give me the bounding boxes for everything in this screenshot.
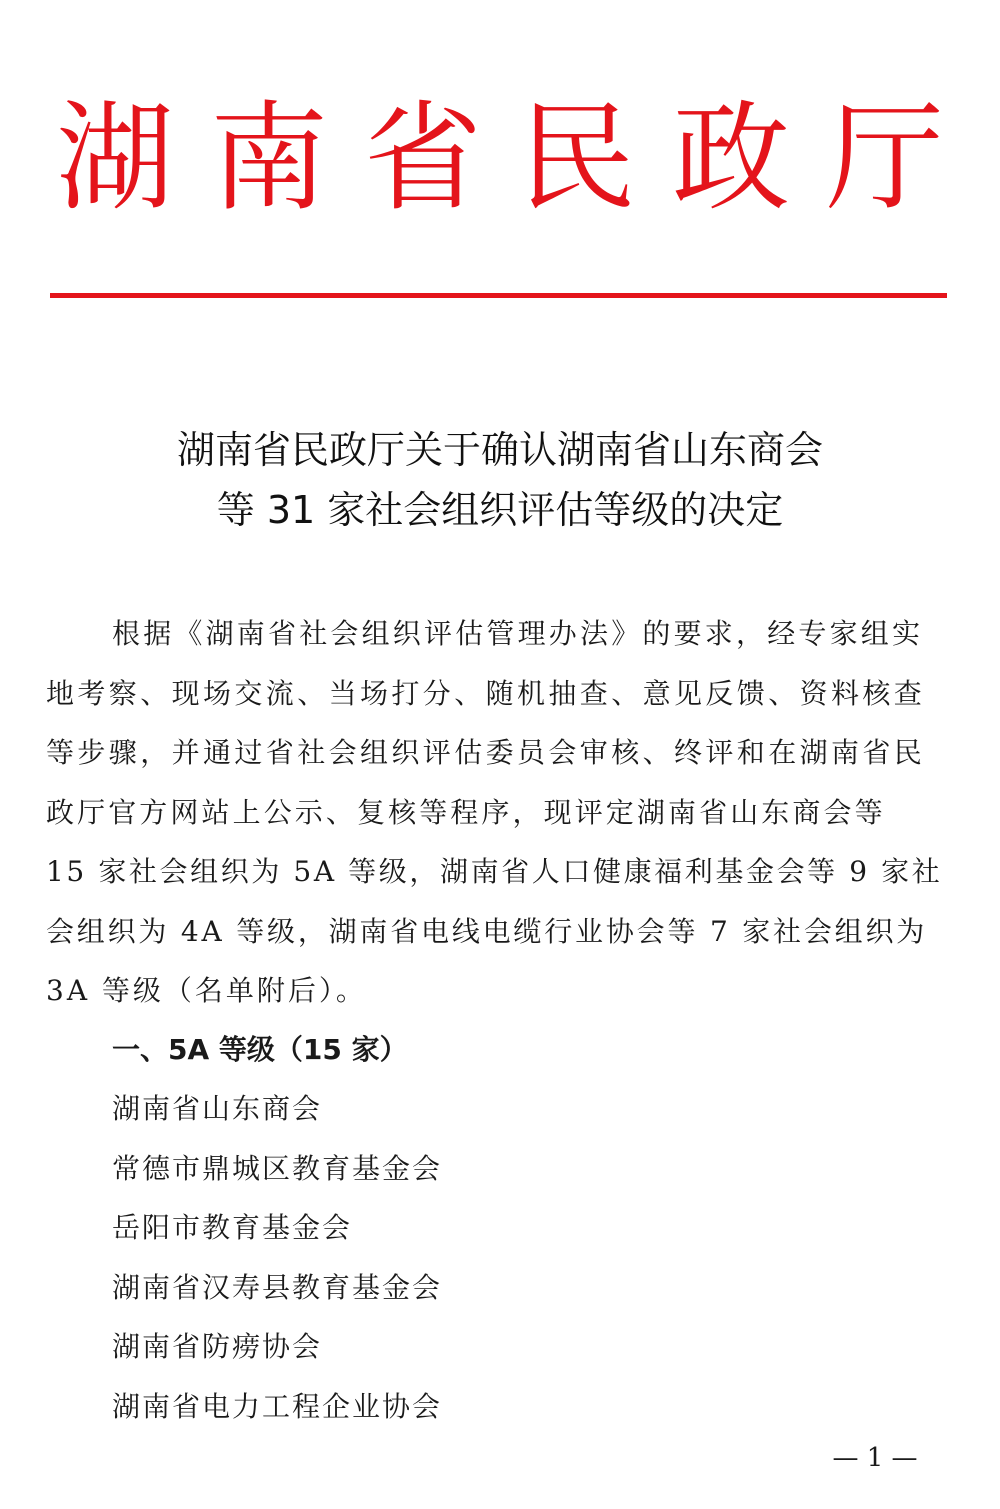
masthead-char: 政 — [671, 89, 790, 227]
document-title-line-1: 湖南省民政厅关于确认湖南省山东商会 — [176, 428, 823, 472]
masthead-char: 南 — [209, 89, 328, 227]
list-item: 常德市鼎城区教育基金会 — [112, 1151, 443, 1185]
list-item: 湖南省电力工程企业协会 — [112, 1389, 443, 1423]
document-title — [50, 420, 950, 540]
masthead-char: 厅 — [825, 89, 944, 227]
body-paragraph — [46, 604, 950, 1021]
masthead-title — [50, 88, 950, 228]
masthead-char: 民 — [517, 89, 636, 227]
list-item: 湖南省防痨协会 — [112, 1330, 323, 1363]
section-heading-5a: 一、5A 等级（15 家） — [112, 1033, 408, 1066]
body-line: 3A 等级（名单附后）。 — [46, 974, 367, 1007]
document-title-line-2: 等 31 家社会组织评估等级的决定 — [216, 488, 784, 532]
masthead-char: 湖 — [55, 89, 174, 227]
body-line: 地考察、现场交流、当场打分、随机抽查、意见反馈、资料核查 — [46, 676, 926, 710]
organization-list — [112, 1079, 442, 1436]
masthead-char: 省 — [363, 89, 482, 227]
body-line: 等步骤，并通过省社会组织评估委员会审核、终评和在湖南省民 — [46, 736, 926, 769]
red-divider-line — [50, 293, 947, 298]
list-item: 岳阳市教育基金会 — [112, 1211, 353, 1244]
body-line: 政厅官方网站上公示、复核等程序，现评定湖南省山东商会等 — [46, 795, 886, 829]
list-item: 湖南省山东商会 — [112, 1092, 323, 1125]
page-number: — 1 — — [832, 1443, 918, 1473]
body-line: 会组织为 4A 等级，湖南省电线电缆行业协会等 7 家社会组织为 — [46, 914, 928, 948]
list-item: 湖南省汉寿县教育基金会 — [112, 1270, 443, 1304]
body-line: 根据《湖南省社会组织评估管理办法》的要求，经专家组实 — [112, 617, 924, 650]
body-line: 15 家社会组织为 5A 等级，湖南省人口健康福利基金会等 9 家社 — [46, 855, 943, 888]
